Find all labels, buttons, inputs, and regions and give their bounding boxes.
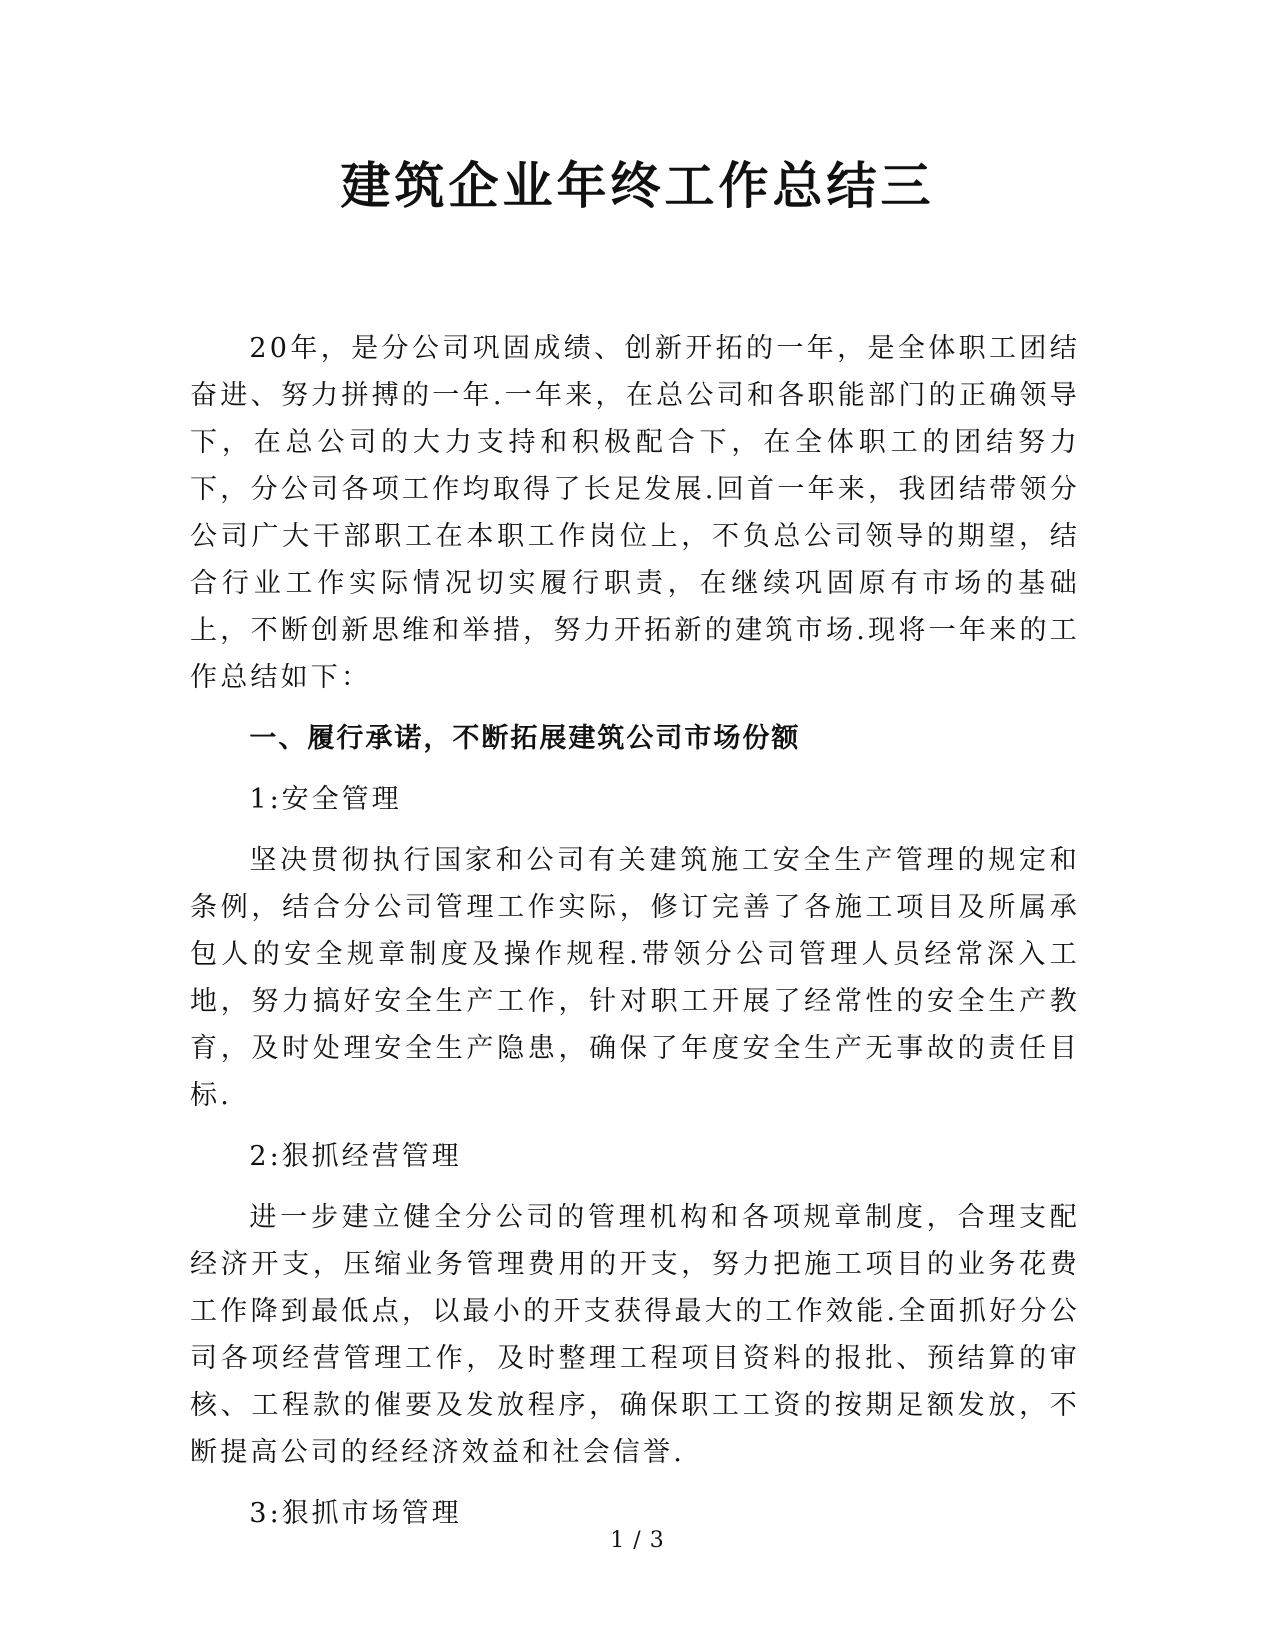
spacer: [190, 1476, 1080, 1490]
item-body-safety: 坚决贯彻执行国家和公司有关建筑施工安全生产管理的规定和条例，结合分公司管理工作实际，修订完善了各施工项目及所属承包人的安全规章制度及操作规程.带领分公司管理人员经常深入工地，努力搞好安全生产工作，针对职工开展了经常性的安全生产教育，及时处理安全生产隐患，确保了年度安全生产无事故的责任目标.: [190, 845, 1080, 1111]
spacer: [190, 701, 1080, 715]
spacer: [190, 1119, 1080, 1133]
spacer: [190, 762, 1080, 776]
spacer: [190, 823, 1080, 837]
document-title: 建筑企业年终工作总结三: [340, 156, 935, 215]
section-heading: 一、履行承诺，不断拓展建筑公司市场份额: [249, 723, 801, 754]
spacer: [190, 1180, 1080, 1194]
item-title-market: 3:狠抓市场管理: [249, 1498, 462, 1529]
item-title-safety: 1:安全管理: [249, 784, 402, 815]
item-body-operations: 进一步建立健全分公司的管理机构和各项规章制度，合理支配经济开支，压缩业务管理费用的开支，努力把施工项目的业务花费工作降到最低点，以最小的开支获得最大的工作效能.全面抓好分公司各项经营管理工作，及时整理工程项目资料的报批、预结算的审核、工程款的催要及发放程序，确保职工工资的按期足额发放，不断提高公司的经经济效益和社会信誉.: [190, 1202, 1080, 1468]
item-title-operations: 2:狠抓经营管理: [249, 1141, 462, 1172]
intro-paragraph: 20年，是分公司巩固成绩、创新开拓的一年，是全体职工团结奋进、努力拼搏的一年.一年来，在总公司和各职能部门的正确领导下，在总公司的大力支持和积极配合下，在全体职工的团结努力下，分公司各项工作均取得了长足发展.回首一年来，我团结带领分公司广大干部职工在本职工作岗位上，不负总公司领导的期望，结合行业工作实际情况切实履行职责，在继续巩固原有市场的基础上，不断创新思维和举措，努力开拓新的建筑市场.现将一年来的工作总结如下：: [190, 333, 1080, 693]
document-body: [190, 325, 1080, 1537]
page-number: 1 / 3: [610, 1528, 665, 1553]
